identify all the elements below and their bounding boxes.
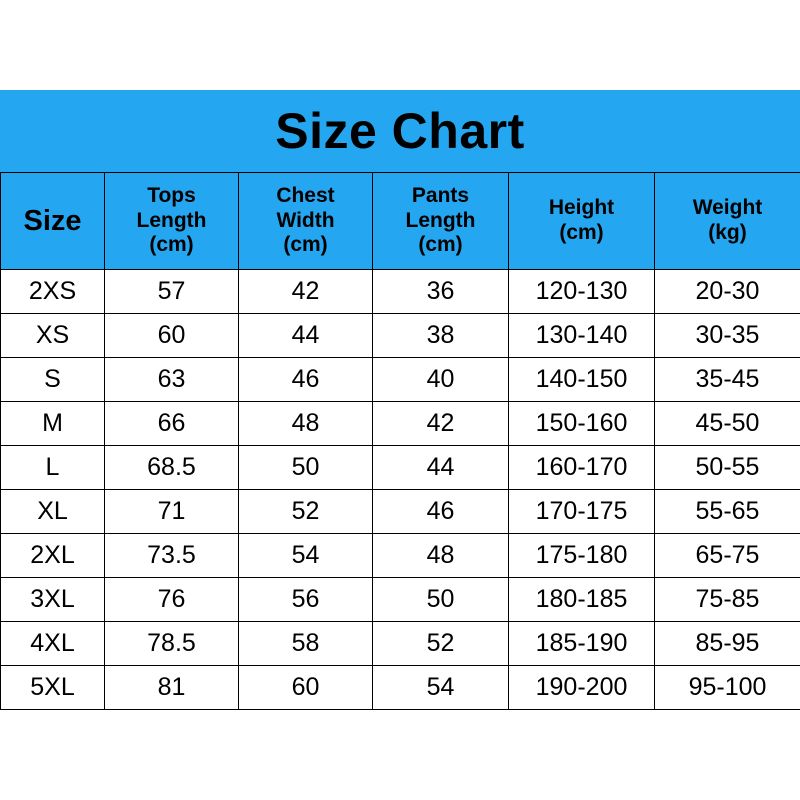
table-row: [1, 666, 800, 710]
cell-tops-length: 71: [105, 490, 239, 534]
cell-chest-width: 56: [239, 578, 373, 622]
cell-tops-length: 73.5: [105, 534, 239, 578]
cell-weight: 30-35: [655, 314, 800, 358]
cell-pants-length: 42: [373, 402, 509, 446]
cell-chest-width: 58: [239, 622, 373, 666]
cell-weight: 65-75: [655, 534, 800, 578]
cell-height: 140-150: [509, 358, 655, 402]
cell-tops-length: 60: [105, 314, 239, 358]
column-header-weight-label: Weight: [692, 196, 763, 220]
cell-size: XS: [1, 314, 105, 358]
cell-pants-length: 48: [373, 534, 509, 578]
column-header-size-label: Size: [23, 204, 82, 237]
cell-height: 190-200: [509, 666, 655, 710]
cell-height: 160-170: [509, 446, 655, 490]
cell-chest-width: 42: [239, 270, 373, 314]
cell-pants-length: 54: [373, 666, 509, 710]
cell-pants-length: 36: [373, 270, 509, 314]
cell-size: 4XL: [1, 622, 105, 666]
header-row: [1, 173, 800, 270]
cell-chest-width: 54: [239, 534, 373, 578]
cell-size: S: [1, 358, 105, 402]
column-header-chest-unit: (cm): [283, 233, 328, 257]
table-header: [1, 173, 800, 270]
column-header-tops-line2: Length: [136, 208, 207, 232]
cell-weight: 50-55: [655, 446, 800, 490]
cell-size: 3XL: [1, 578, 105, 622]
cell-size: 2XL: [1, 534, 105, 578]
cell-pants-length: 50: [373, 578, 509, 622]
cell-weight: 55-65: [655, 490, 800, 534]
column-header-chest-line2: Width: [276, 208, 335, 232]
cell-tops-length: 81: [105, 666, 239, 710]
column-header-weight: [655, 173, 800, 270]
table-row: [1, 534, 800, 578]
cell-tops-length: 68.5: [105, 446, 239, 490]
cell-weight: 45-50: [655, 402, 800, 446]
cell-chest-width: 46: [239, 358, 373, 402]
cell-weight: 35-45: [655, 358, 800, 402]
column-header-chest-line1: Chest: [276, 183, 335, 207]
cell-height: 175-180: [509, 534, 655, 578]
table-body: [1, 270, 800, 710]
cell-chest-width: 48: [239, 402, 373, 446]
table-row: [1, 314, 800, 358]
cell-pants-length: 40: [373, 358, 509, 402]
cell-weight: 85-95: [655, 622, 800, 666]
cell-chest-width: 44: [239, 314, 373, 358]
column-header-height-unit: (cm): [559, 221, 604, 244]
cell-size: 2XS: [1, 270, 105, 314]
cell-chest-width: 60: [239, 666, 373, 710]
cell-tops-length: 63: [105, 358, 239, 402]
column-header-pants-length: [373, 173, 509, 270]
cell-tops-length: 76: [105, 578, 239, 622]
column-header-height-label: Height: [548, 196, 615, 220]
column-header-pants-line2: Length: [405, 208, 476, 232]
column-header-pants-unit: (cm): [418, 233, 463, 257]
column-header-tops-length: [105, 173, 239, 270]
table-row: [1, 446, 800, 490]
table-row: [1, 490, 800, 534]
cell-pants-length: 44: [373, 446, 509, 490]
cell-height: 185-190: [509, 622, 655, 666]
table-row: [1, 622, 800, 666]
cell-tops-length: 57: [105, 270, 239, 314]
cell-tops-length: 78.5: [105, 622, 239, 666]
cell-size: M: [1, 402, 105, 446]
size-chart-container: [0, 90, 800, 710]
chart-title-band: [0, 90, 800, 172]
cell-chest-width: 52: [239, 490, 373, 534]
cell-size: L: [1, 446, 105, 490]
cell-weight: 20-30: [655, 270, 800, 314]
column-header-tops-line1: Tops: [147, 183, 196, 207]
column-header-tops-unit: (cm): [149, 233, 194, 257]
table-row: [1, 402, 800, 446]
column-header-size: [1, 173, 105, 270]
table-row: [1, 578, 800, 622]
cell-pants-length: 46: [373, 490, 509, 534]
cell-height: 170-175: [509, 490, 655, 534]
cell-weight: 75-85: [655, 578, 800, 622]
size-chart-table: [0, 172, 800, 710]
cell-height: 130-140: [509, 314, 655, 358]
page-title: Size Chart: [275, 103, 525, 159]
cell-pants-length: 38: [373, 314, 509, 358]
table-row: [1, 358, 800, 402]
column-header-pants-line1: Pants: [411, 183, 470, 207]
cell-height: 180-185: [509, 578, 655, 622]
cell-chest-width: 50: [239, 446, 373, 490]
table-row: [1, 270, 800, 314]
cell-tops-length: 66: [105, 402, 239, 446]
column-header-weight-unit: (kg): [708, 221, 747, 244]
column-header-height: [509, 173, 655, 270]
cell-size: 5XL: [1, 666, 105, 710]
cell-height: 120-130: [509, 270, 655, 314]
cell-pants-length: 52: [373, 622, 509, 666]
column-header-chest-width: [239, 173, 373, 270]
cell-size: XL: [1, 490, 105, 534]
cell-weight: 95-100: [655, 666, 800, 710]
cell-height: 150-160: [509, 402, 655, 446]
